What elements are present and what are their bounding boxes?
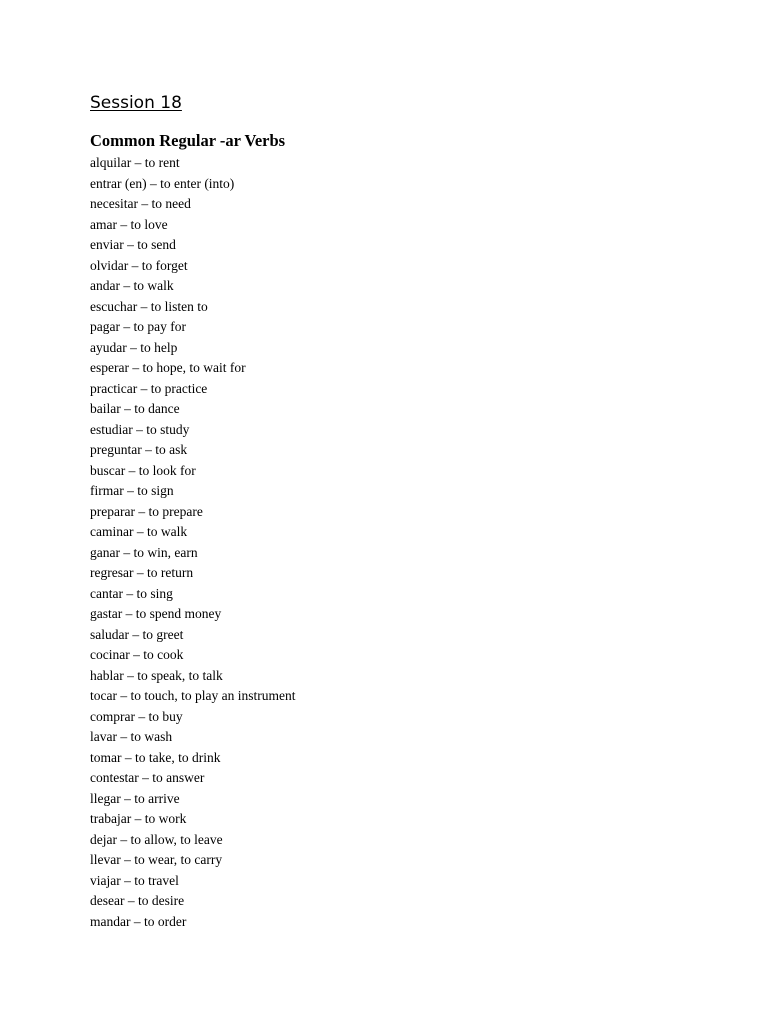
list-item: regresar – to return xyxy=(90,565,194,580)
session-title: Session 18 xyxy=(90,93,182,113)
list-item: ayudar – to help xyxy=(90,339,178,355)
list-item: llevar – to wear, to carry xyxy=(90,852,223,867)
list-item: tomar – to take, to drink xyxy=(90,749,221,765)
list-item: trabajar – to work xyxy=(90,811,187,826)
list-item: cocinar – to cook xyxy=(90,647,184,662)
list-item: alquilar – to rent xyxy=(90,155,180,170)
list-item: contestar – to answer xyxy=(90,770,205,785)
list-item: practicar – to practice xyxy=(90,380,208,396)
list-item: firmar – to sign xyxy=(90,483,174,498)
list-item: buscar – to look for xyxy=(90,462,196,478)
verb-list xyxy=(90,153,295,932)
list-item: mandar – to order xyxy=(90,913,187,929)
list-item: estudiar – to study xyxy=(90,421,190,437)
list-item: escuchar – to listen to xyxy=(90,298,208,314)
list-item: gastar – to spend money xyxy=(90,606,222,621)
list-item: preguntar – to ask xyxy=(90,442,188,457)
list-item: lavar – to wash xyxy=(90,729,173,744)
list-item: tocar – to touch, to play an instrument xyxy=(90,688,296,703)
list-item: ganar – to win, earn xyxy=(90,544,198,560)
list-item: olvidar – to forget xyxy=(90,257,188,273)
list-item: dejar – to allow, to leave xyxy=(90,831,223,847)
list-item: saludar – to greet xyxy=(90,626,184,642)
list-item: viajar – to travel xyxy=(90,872,179,888)
list-item: pagar – to pay for xyxy=(90,319,186,334)
list-item: comprar – to buy xyxy=(90,708,183,724)
list-item: esperar – to hope, to wait for xyxy=(90,360,246,375)
list-item: desear – to desire xyxy=(90,893,185,908)
section-heading: Common Regular -ar Verbs xyxy=(90,131,286,150)
list-item: cantar – to sing xyxy=(90,585,173,601)
list-item: caminar – to walk xyxy=(90,524,188,539)
list-item: entrar (en) – to enter (into) xyxy=(90,175,235,191)
list-item: enviar – to send xyxy=(90,237,176,252)
list-item: necesitar – to need xyxy=(90,196,191,211)
list-item: bailar – to dance xyxy=(90,401,180,416)
list-item: hablar – to speak, to talk xyxy=(90,667,223,683)
list-item: llegar – to arrive xyxy=(90,790,180,806)
list-item: andar – to walk xyxy=(90,278,174,293)
list-item: preparar – to prepare xyxy=(90,503,203,519)
list-item: amar – to love xyxy=(90,216,168,232)
